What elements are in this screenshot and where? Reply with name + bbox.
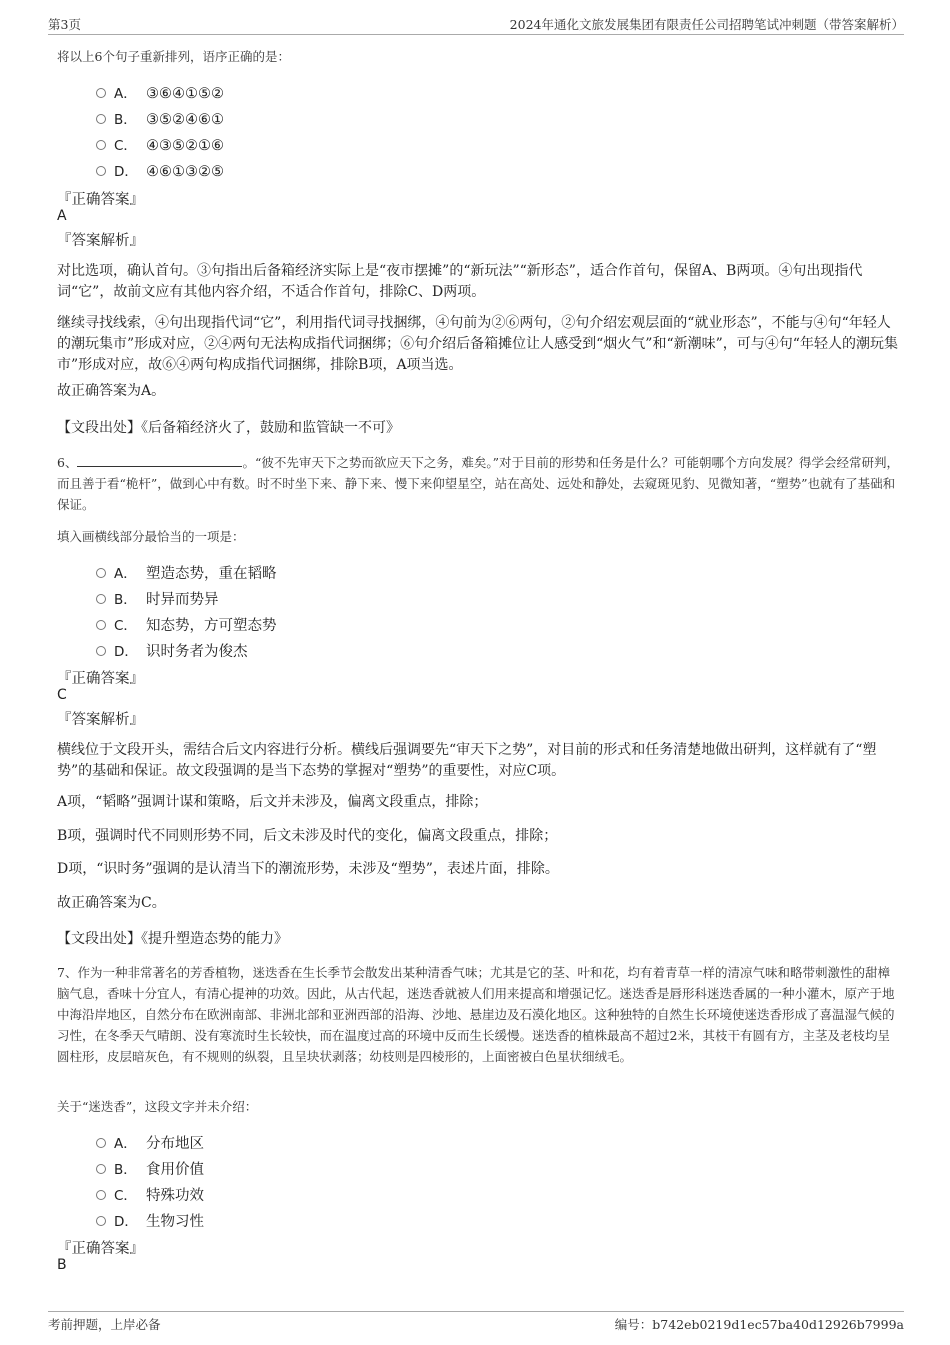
q5-option-a[interactable]: A． ③⑥④①⑤② <box>96 82 224 102</box>
q7-option-d[interactable]: D． 生物习性 <box>96 1210 204 1230</box>
q6-answer: C <box>57 687 67 703</box>
q5-prompt: 将以上6个句子重新排列，语序正确的是： <box>57 49 290 64</box>
page-footer <box>48 1311 904 1333</box>
q5-analysis-label: 『答案解析』 <box>57 233 144 249</box>
fill-blank-line <box>77 455 242 467</box>
radio-icon[interactable] <box>96 568 106 578</box>
q6-option-b[interactable]: B． 时异而势异 <box>96 588 219 608</box>
q5-option-b[interactable]: B． ③⑤②④⑥① <box>96 108 224 128</box>
radio-icon[interactable] <box>96 1164 106 1174</box>
radio-icon[interactable] <box>96 88 106 98</box>
radio-icon[interactable] <box>96 594 106 604</box>
page-header <box>48 15 904 35</box>
page-number: 第3页 <box>48 17 81 32</box>
q7-prompt: 关于“迷迭香”，这段文字并未介绍： <box>57 1099 258 1114</box>
radio-icon[interactable] <box>96 140 106 150</box>
q6-analysis-label: 『答案解析』 <box>57 712 144 728</box>
q5-analysis-paragraph: 继续寻找线索，④句出现指代词“它”，利用指代词寻找捆绑，④句前为②⑥两句，②句介绍宏观层面的“就业形态”，不能与④句“年轻人的潮玩集市”形成对应，②④两句无法构成指代词捆绑；⑥句介绍后备箱摊位让人感受到“烟火气”和“新潮味”，可与④句“年轻人的潮玩集市”形成对应，故⑥④两句构成指代词捆绑，排除B项，A项当选。 <box>57 315 898 373</box>
q6-stem: 6、 。“彼不先审天下之势而欲应天下之务，难矣。”对于目前的形势和任务是什么？可能朝哪个方向发展？得学会经常研判，而且善于看“桅杆”，做到心中有数。时不时坐下来、静下来、慢下来仰望星空，站在高处、远处和静处，去窥斑见豹、见微知著，“塑势”也就有了基础和保证。 <box>57 455 899 512</box>
radio-icon[interactable] <box>96 166 106 176</box>
q6-option-a[interactable]: A． 塑造态势，重在韬略 <box>96 562 277 582</box>
q6-analysis-paragraph: 横线位于文段开头，需结合后文内容进行分析。横线后强调要先“审天下之势”，对目前的形式和任务清楚地做出研判，这样就有了“塑势”的基础和保证。故文段强调的是当下态势的掌握对“塑势”的重要性，对应C项。 <box>57 742 877 779</box>
q6-answer-label: 『正确答案』 <box>57 671 144 687</box>
q5-option-d[interactable]: D． ④⑥①③②⑤ <box>96 160 224 180</box>
q5-source: 【文段出处】《后备箱经济火了，鼓励和监管缺一不可》 <box>57 420 400 436</box>
q5-analysis-conclusion: 故正确答案为A。 <box>57 383 166 399</box>
q7-stem: 7、作为一种非常著名的芳香植物，迷迭香在生长季节会散发出某种清香气味；尤其是它的茎、叶和花，均有着青草一样的清凉气味和略带刺激性的甜樟脑气息，香味十分宜人，有清心提神的功效。因此，从古代起，迷迭香就被人们用来提高和增强记忆。迷迭香是唇形科迷迭香属的一种小灌木，原产于地中海沿岸地区，自然分布在欧洲南部、非洲北部和亚洲西部的沿海、沙地、悬崖边及石漠化地区。这种独特的自然生长环境使迷迭香形成了喜温湿气候的习性，在冬季天气晴朗、没有寒流时生长较快，而在温度过高的环境中反而生长缓慢。迷迭香的植株最高不超过2米，其枝干有圆有方，主茎及老枝均呈圆柱形，皮层暗灰色，有不规则的纵裂，且呈块状剥落；幼枝则是四棱形的，上面密被白色星状细绒毛。 <box>57 965 895 1064</box>
q6-option-d[interactable]: D． 识时务者为俊杰 <box>96 640 248 660</box>
q5-answer: A <box>57 208 67 224</box>
radio-icon[interactable] <box>96 114 106 124</box>
radio-icon[interactable] <box>96 1190 106 1200</box>
q6-analysis-paragraph: B项，强调时代不同则形势不同，后文未涉及时代的变化，偏离文段重点，排除； <box>57 828 558 844</box>
q7-option-b[interactable]: B． 食用价值 <box>96 1158 204 1178</box>
q6-prompt: 填入画横线部分最恰当的一项是： <box>57 529 245 544</box>
q5-answer-label: 『正确答案』 <box>57 192 144 208</box>
radio-icon[interactable] <box>96 646 106 656</box>
q6-source: 【文段出处】《提升塑造态势的能力》 <box>57 931 288 947</box>
footer-slogan: 考前押题，上岸必备 <box>48 1317 161 1332</box>
q6-analysis-conclusion: 故正确答案为C。 <box>57 895 166 911</box>
q6-option-c[interactable]: C． 知态势，方可塑态势 <box>96 614 277 634</box>
q7-answer-label: 『正确答案』 <box>57 1241 144 1257</box>
document-id: 编号：b742eb0219d1ec57ba40d12926b7999a <box>614 1317 904 1332</box>
radio-icon[interactable] <box>96 1138 106 1148</box>
q7-option-a[interactable]: A． 分布地区 <box>96 1132 204 1152</box>
q6-analysis-paragraph: D项，“识时务”强调的是认清当下的潮流形势，未涉及“塑势”，表述片面，排除。 <box>57 861 559 877</box>
q6-analysis-paragraph: A项，“韬略”强调计谋和策略，后文并未涉及，偏离文段重点，排除； <box>57 794 488 810</box>
q7-option-c[interactable]: C． 特殊功效 <box>96 1184 204 1204</box>
radio-icon[interactable] <box>96 1216 106 1226</box>
radio-icon[interactable] <box>96 620 106 630</box>
q5-option-c[interactable]: C． ④③⑤②①⑥ <box>96 134 224 154</box>
q7-answer: B <box>57 1257 67 1273</box>
document-title: 2024年通化文旅发展集团有限责任公司招聘笔试冲刺题（带答案解析） <box>509 17 904 32</box>
q5-analysis-paragraph: 对比选项，确认首句。③句指出后备箱经济实际上是“夜市摆摊”的“新玩法”“新形态”，适合作首句，保留A、B两项。④句出现指代词“它”，故前文应有其他内容介绍，不适合作首句，排除C、D两项。 <box>57 263 863 300</box>
